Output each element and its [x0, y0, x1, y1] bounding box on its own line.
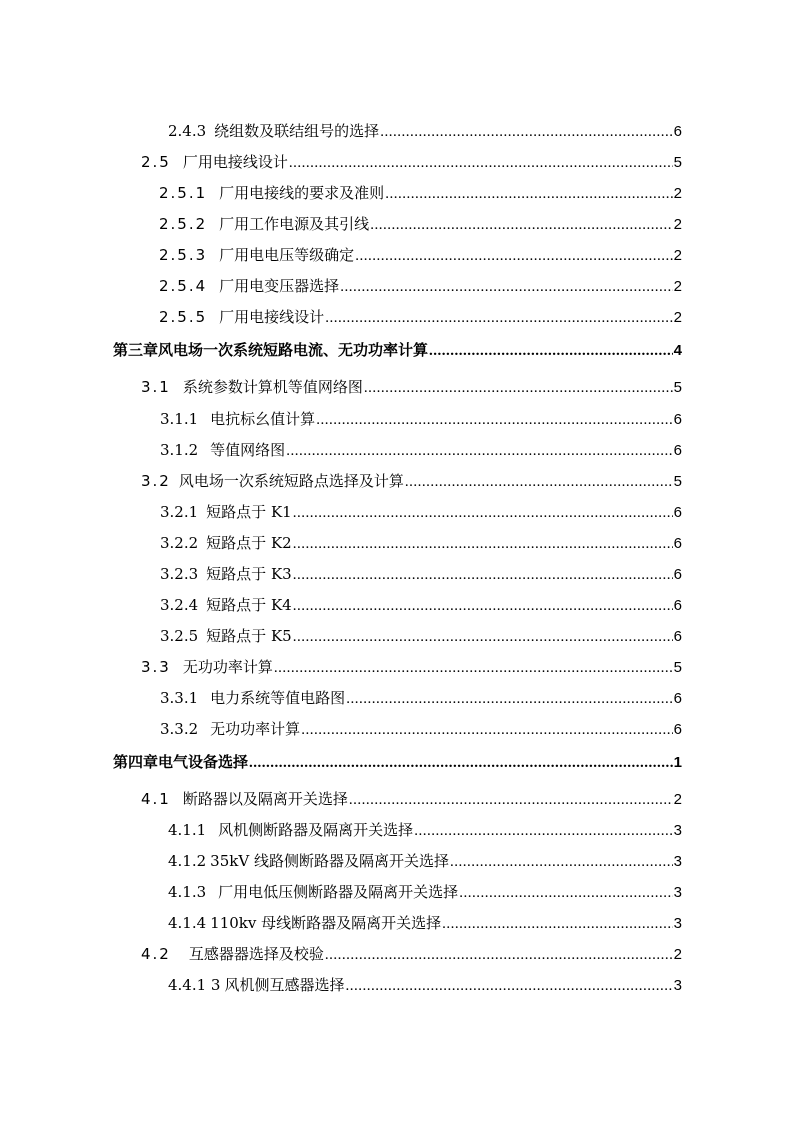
- toc-entry-page: 6: [673, 442, 682, 459]
- toc-entry-page: 3: [673, 853, 682, 870]
- toc-entry-number: 3.2.5: [160, 627, 199, 645]
- toc-entry-title: 绕组数及联结组号的选择: [214, 122, 380, 140]
- toc-entry-title: 风机侧断路器及隔离开关选择: [218, 821, 414, 839]
- toc-entry-page: 2: [673, 309, 682, 326]
- toc-entry-page: 3: [673, 822, 682, 839]
- toc-entry-number: 3.2.2: [160, 534, 199, 552]
- toc-entry-title: 无功功率计算: [182, 658, 273, 676]
- dot-leader: [293, 534, 673, 554]
- toc-entry-number: 4.1.1: [168, 821, 207, 839]
- toc-entry-2-5-4[interactable]: [159, 276, 682, 296]
- dot-leader: [364, 378, 673, 398]
- toc-entry-page: 6: [673, 628, 682, 645]
- toc-entry-3-1-1[interactable]: [160, 409, 682, 429]
- toc-entry-number: 3.2.3: [160, 565, 199, 583]
- dot-leader: [293, 503, 673, 523]
- toc-entry-number: 3.3: [141, 658, 171, 676]
- toc-entry-3-1-2[interactable]: [160, 440, 682, 460]
- dot-leader: [325, 308, 672, 328]
- toc-entry-page: 4: [673, 342, 682, 359]
- toc-entry-2-5[interactable]: [141, 152, 682, 172]
- dot-leader: [405, 472, 673, 492]
- toc-entry-number: 3.1.2: [160, 441, 199, 459]
- toc-entry-title: 电抗标幺值计算: [210, 410, 316, 428]
- dot-leader: [340, 277, 672, 297]
- toc-entry-page: 6: [673, 504, 682, 521]
- toc-entry-page: 6: [673, 597, 682, 614]
- toc-entry-title: 厂用电接线的要求及准则: [219, 184, 385, 202]
- dot-leader: [316, 410, 672, 430]
- toc-entry-3-2-1[interactable]: [160, 502, 682, 522]
- toc-entry-number: 3.3.2: [160, 720, 199, 738]
- toc-entry-3-2-5[interactable]: [160, 626, 682, 646]
- toc-entry-title: 无功功率计算: [210, 720, 301, 738]
- dot-leader: [385, 184, 672, 204]
- toc-entry-page: 5: [673, 473, 682, 490]
- toc-entry-title: 短路点于 K1: [206, 503, 292, 521]
- toc-entry-number: 3.1.1: [160, 410, 199, 428]
- toc-entry-3-2-3[interactable]: [160, 564, 682, 584]
- toc-entry-number: 2.4.3: [168, 122, 207, 140]
- toc-entry-title: 第四章电气设备选择: [113, 753, 249, 771]
- toc-entry-number: 3.2.1: [160, 503, 199, 521]
- dot-leader: [301, 720, 672, 740]
- toc-entry-title: 短路点于 K5: [206, 627, 292, 645]
- toc-entry-3-2-4[interactable]: [160, 595, 682, 615]
- toc-entry-page: 2: [673, 185, 682, 202]
- toc-entry-page: 3: [673, 915, 682, 932]
- dot-leader: [293, 596, 673, 616]
- toc-entry-number: 2.5.4: [159, 277, 208, 295]
- toc-entry-page: 3: [673, 884, 682, 901]
- toc-entry-2-5-2[interactable]: [159, 214, 682, 234]
- dot-leader: [289, 153, 673, 173]
- toc-entry-3-3[interactable]: [141, 657, 682, 677]
- toc-entry-page: 6: [673, 566, 682, 583]
- dot-leader: [293, 627, 673, 647]
- toc-entry-title: 厂用工作电源及其引线: [219, 215, 370, 233]
- toc-entry-3-1[interactable]: [141, 377, 682, 397]
- toc-chapter-3[interactable]: [113, 340, 682, 360]
- toc-entry-3-3-2[interactable]: [160, 719, 682, 739]
- toc-entry-4-1-1[interactable]: [168, 820, 682, 840]
- dot-leader: [450, 852, 673, 872]
- dot-leader: [286, 441, 672, 461]
- toc-entry-page: 2: [673, 216, 682, 233]
- toc-entry-number: 4.1: [141, 790, 171, 808]
- toc-entry-2-4-3[interactable]: [168, 121, 682, 141]
- toc-entry-title: 断路器以及隔离开关选择: [182, 790, 348, 808]
- toc-entry-title: 短路点于 K3: [206, 565, 292, 583]
- toc-entry-title: 互感器器选择及校验: [188, 945, 324, 963]
- dot-leader: [274, 658, 673, 678]
- toc-entry-page: 5: [673, 379, 682, 396]
- dot-leader: [325, 945, 673, 965]
- toc-entry-number: 4.4.1 3: [168, 976, 221, 994]
- toc-entry-title: 系统参数计算机等值网络图: [182, 378, 363, 396]
- toc-entry-page: 6: [673, 721, 682, 738]
- toc-entry-number: 3.3.1: [160, 689, 199, 707]
- dot-leader: [414, 821, 672, 841]
- toc-entry-title: 厂用电电压等级确定: [219, 246, 355, 264]
- toc-entry-4-1[interactable]: [141, 789, 682, 809]
- toc-entry-2-5-1[interactable]: [159, 183, 682, 203]
- dot-leader: [459, 883, 672, 903]
- toc-entry-4-1-3[interactable]: [168, 882, 682, 902]
- toc-entry-page: 2: [673, 946, 682, 963]
- toc-entry-number: 4.1.2: [168, 852, 207, 870]
- toc-entry-page: 6: [673, 690, 682, 707]
- dot-leader: [429, 341, 673, 361]
- toc-entry-4-1-4[interactable]: [168, 913, 682, 933]
- toc-entry-title: 第三章风电场一次系统短路电流、无功功率计算: [113, 341, 429, 359]
- toc-entry-number: 4.2: [141, 945, 171, 963]
- toc-entry-page: 3: [673, 977, 682, 994]
- dot-leader: [346, 976, 673, 996]
- toc-entry-number: 2.5.1: [159, 184, 208, 202]
- toc-entry-number: 3.2: [141, 472, 171, 490]
- dot-leader: [370, 215, 672, 235]
- toc-chapter-4[interactable]: [113, 752, 682, 772]
- toc-entry-title: 厂用电接线设计: [219, 308, 325, 326]
- toc-entry-number: 2.5.3: [159, 246, 208, 264]
- toc-entry-3-2[interactable]: [141, 471, 682, 491]
- toc-entry-page: 2: [673, 791, 682, 808]
- toc-entry-title: 厂用电变压器选择: [219, 277, 340, 295]
- toc-entry-page: 6: [673, 411, 682, 428]
- toc-entry-3-2-2[interactable]: [160, 533, 682, 553]
- dot-leader: [346, 689, 672, 709]
- toc-entry-number: 4.1.4: [168, 914, 207, 932]
- toc-entry-4-4-1-3[interactable]: [168, 975, 682, 995]
- toc-entry-number: 2.5.5: [159, 308, 208, 326]
- toc-entry-title: 等值网络图: [210, 441, 286, 459]
- toc-entry-title: 厂用电低压侧断路器及隔离开关选择: [218, 883, 459, 901]
- dot-leader: [349, 790, 673, 810]
- toc-entry-title: 短路点于 K4: [206, 596, 292, 614]
- toc-entry-page: 2: [673, 247, 682, 264]
- toc-entry-page: 2: [673, 278, 682, 295]
- toc-entry-title: 风电场一次系统短路点选择及计算: [178, 472, 404, 490]
- dot-leader: [293, 565, 673, 585]
- toc-entry-title: 厂用电接线设计: [182, 153, 288, 171]
- toc-entry-number: 2.5: [141, 153, 171, 171]
- toc-entry-number: 3.2.4: [160, 596, 199, 614]
- toc-entry-title: 电力系统等值电路图: [210, 689, 346, 707]
- dot-leader: [355, 246, 672, 266]
- toc-entry-number: 3.1: [141, 378, 171, 396]
- toc-entry-4-2[interactable]: [141, 944, 682, 964]
- toc-entry-page: 1: [673, 754, 682, 771]
- toc-entry-number: 2.5.2: [159, 215, 208, 233]
- toc-entry-4-1-2[interactable]: [168, 851, 682, 871]
- dot-leader: [380, 122, 672, 142]
- toc-entry-2-5-3[interactable]: [159, 245, 682, 265]
- toc-entry-title: 35kV 线路侧断路器及隔离开关选择: [210, 852, 449, 870]
- toc-entry-page: 6: [673, 535, 682, 552]
- toc-entry-title: 110kv 母线断路器及隔离开关选择: [210, 914, 442, 932]
- toc-entry-number: 4.1.3: [168, 883, 207, 901]
- toc-entry-page: 6: [673, 123, 682, 140]
- dot-leader: [249, 753, 673, 773]
- dot-leader: [442, 914, 673, 934]
- toc-entry-page: 5: [673, 659, 682, 676]
- toc-entry-page: 5: [673, 154, 682, 171]
- toc-entry-3-3-1[interactable]: [160, 688, 682, 708]
- toc-entry-title: 短路点于 K2: [206, 534, 292, 552]
- toc-entry-title: 风机侧互感器选择: [224, 976, 345, 994]
- toc-entry-2-5-5[interactable]: [159, 307, 682, 327]
